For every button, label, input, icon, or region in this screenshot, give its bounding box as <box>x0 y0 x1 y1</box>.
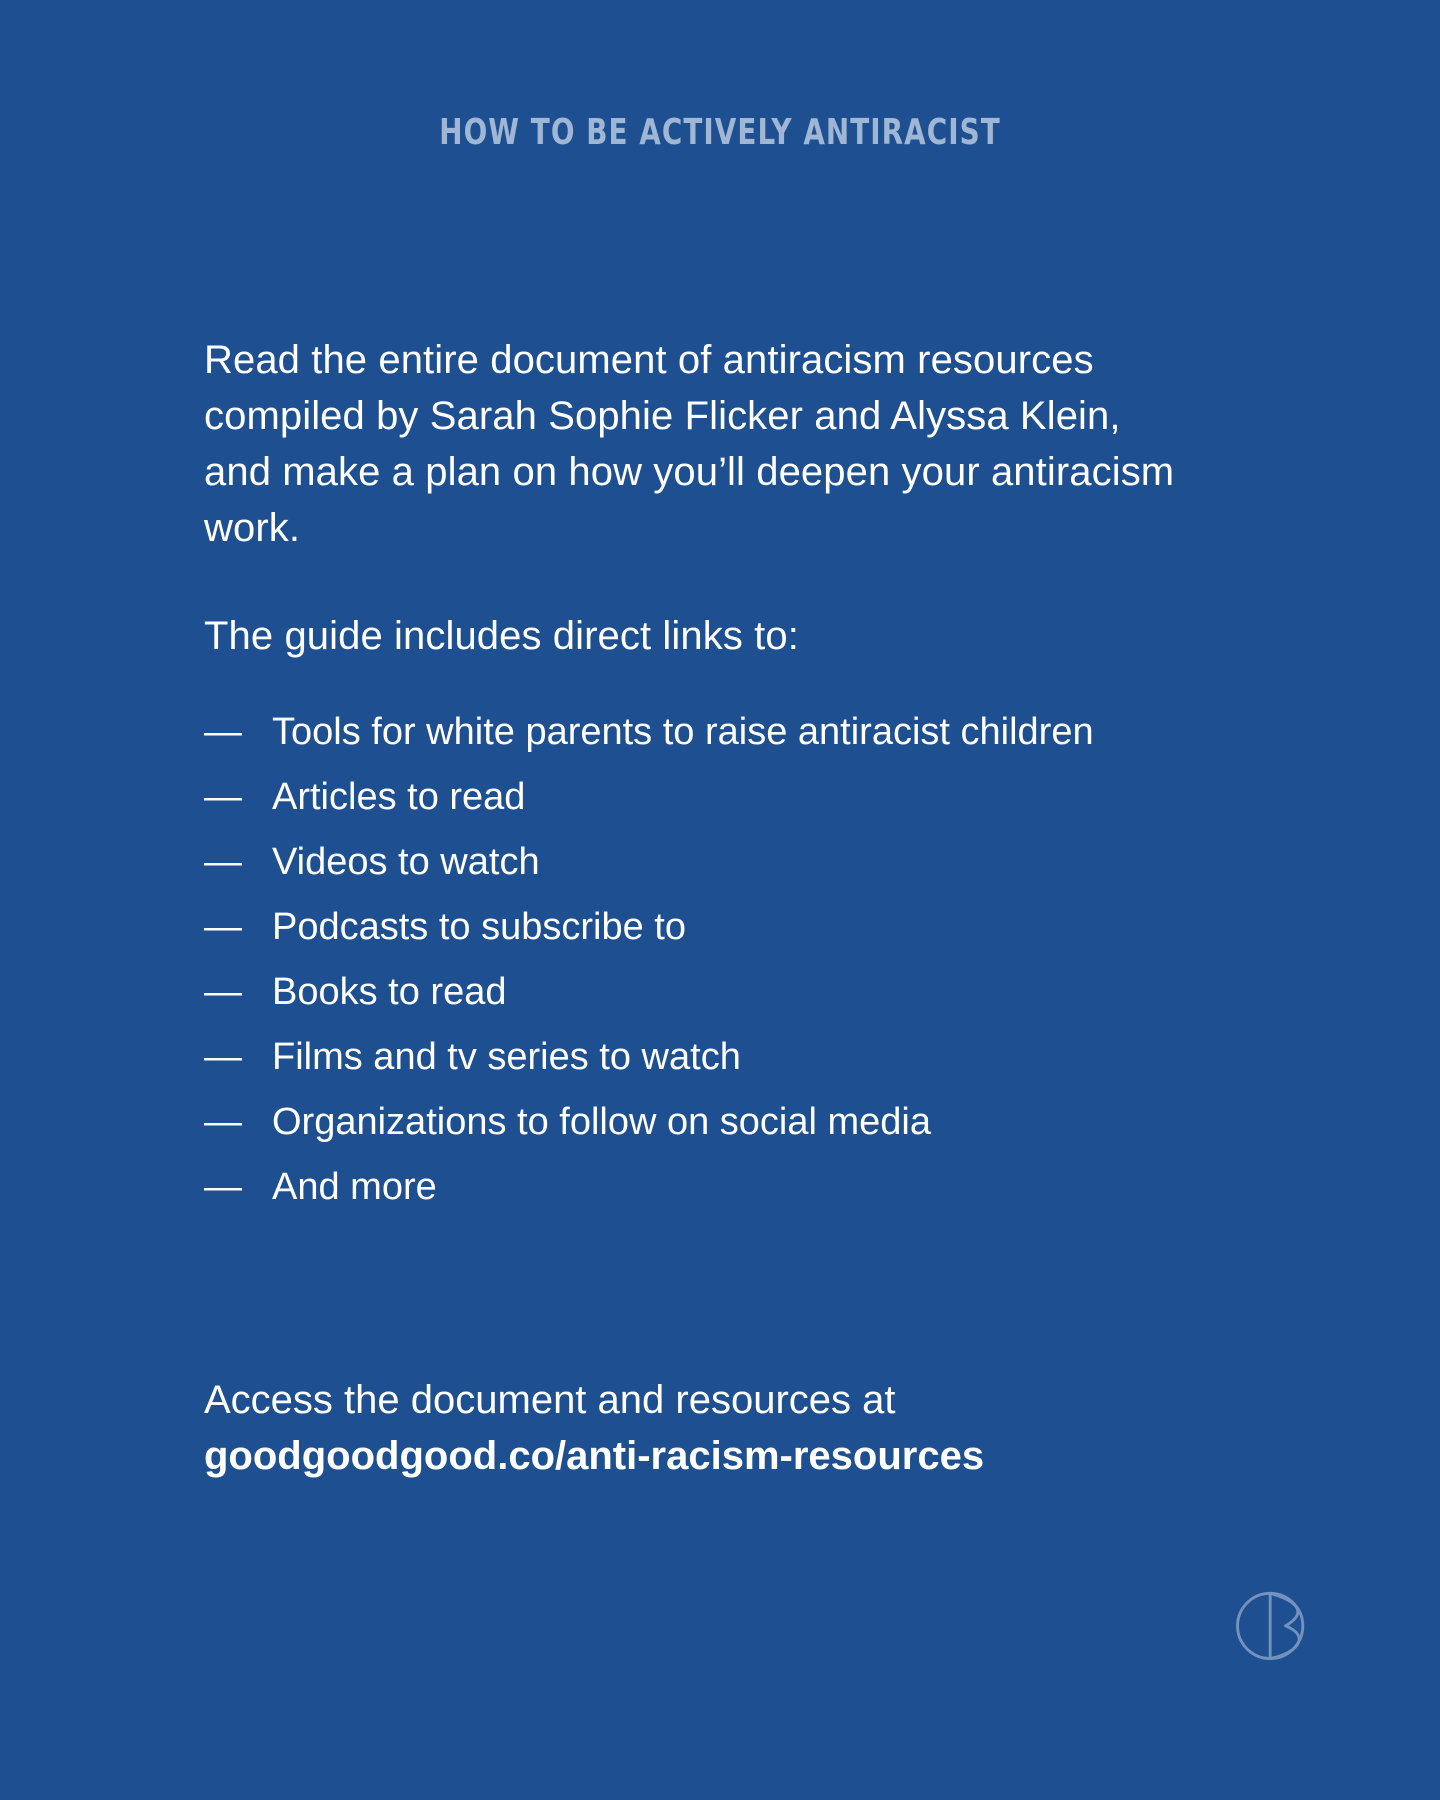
list-item <box>204 964 1204 1021</box>
list-item-label: Books to read <box>272 971 507 1013</box>
list-item <box>204 704 1204 761</box>
cta-url[interactable]: goodgoodgood.co/anti-racism-resources <box>204 1434 985 1478</box>
list-item-label: Films and tv series to watch <box>272 1036 741 1078</box>
list-item <box>204 1029 1204 1086</box>
dash-bullet-icon: — <box>204 711 242 753</box>
list-item-label: And more <box>272 1166 437 1208</box>
dash-bullet-icon: — <box>204 906 242 948</box>
list-item <box>204 1094 1204 1151</box>
dash-bullet-icon: — <box>204 971 242 1013</box>
dash-bullet-icon: — <box>204 1101 242 1143</box>
resource-list <box>204 704 1204 1216</box>
lead-in-paragraph: The guide includes direct links to: <box>204 614 799 658</box>
good-good-good-monogram-icon <box>1226 1576 1322 1672</box>
list-item-label: Podcasts to subscribe to <box>272 906 686 948</box>
dash-bullet-icon: — <box>204 1166 242 1208</box>
list-item-label: Articles to read <box>272 776 526 818</box>
main-content <box>204 332 1204 1224</box>
dash-bullet-icon: — <box>204 776 242 818</box>
page-title: HOW TO BE ACTIVELY ANTIRACIST <box>439 112 1001 153</box>
list-item-label: Organizations to follow on social media <box>272 1101 932 1143</box>
list-item <box>204 899 1204 956</box>
dash-bullet-icon: — <box>204 841 242 883</box>
call-to-action <box>204 1372 1254 1484</box>
list-item <box>204 1159 1204 1216</box>
list-item <box>204 834 1204 891</box>
dash-bullet-icon: — <box>204 1036 242 1078</box>
list-item <box>204 769 1204 826</box>
intro-paragraph: Read the entire document of antiracism resources compiled by Sarah Sophie Flicker and Alyssa Klein, and make a plan on how you’ll deepen your antiracism work. <box>204 338 1175 550</box>
cta-text: Access the document and resources at <box>204 1378 896 1422</box>
list-item-label: Tools for white parents to raise antiracist children <box>272 711 1094 753</box>
list-item-label: Videos to watch <box>272 841 540 883</box>
